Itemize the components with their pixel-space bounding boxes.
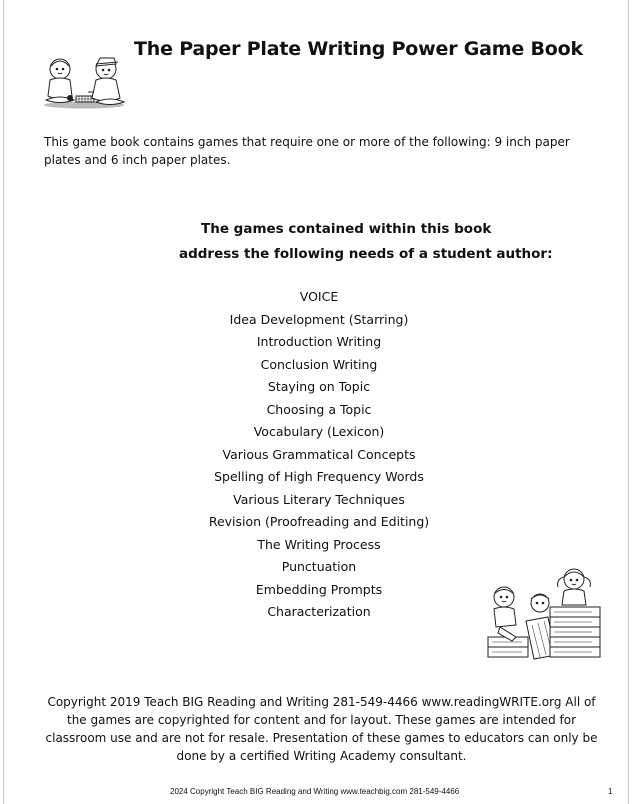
list-item: Choosing a Topic [266,401,372,417]
list-item: Punctuation [281,559,357,574]
kids-on-books-clipart-icon [486,565,608,667]
list-item: Introduction Writing [256,334,382,349]
list-item: Staying on Topic [267,379,371,394]
list-item: Spelling of High Frequency Words [214,469,424,484]
list-item: Various Literary Techniques [233,491,405,507]
intro-paragraph: This game book contains games that require one or more of the following: 9 inch paper plates and 6 inch paper plates. [44,135,570,167]
needs-heading-line-1: The games contained within this book [201,221,492,237]
list-item: Vocabulary (Lexicon) [253,424,385,439]
list-item: VOICE [299,289,339,304]
list-item: Embedding Prompts [255,581,383,597]
needs-heading-line-2: address the following needs of a student author: [179,246,553,262]
copyright-notice: Copyright 2019 Teach BIG Reading and Writing 281-549-4466 www.readingWRITE.org All of the games are copyrighted for content and for layout. These games are intended for classroom use and are not for resale. Presentation of these games to educators can only be done by a certified Writing Academy consultant. [45,695,598,763]
list-item: The Writing Process [257,536,381,552]
list-item: Various Grammatical Concepts [222,446,416,462]
page-footer: 2024 Copyright Teach BIG Reading and Writing www.teachbig.com 281-549-4466 [170,787,460,796]
page-title: The Paper Plate Writing Power Game Book [134,38,583,60]
list-item: Conclusion Writing [260,356,378,372]
student-author-needs-list [174,288,464,626]
list-item: Revision (Proofreading and Editing) [208,514,430,529]
kids-board-game-clipart-icon [40,52,128,110]
list-item: Idea Development (Starring) [229,311,409,327]
document-page [3,0,629,804]
page-number: 1 [608,787,613,796]
list-item: Characterization [267,604,371,619]
needs-heading [4,217,632,267]
